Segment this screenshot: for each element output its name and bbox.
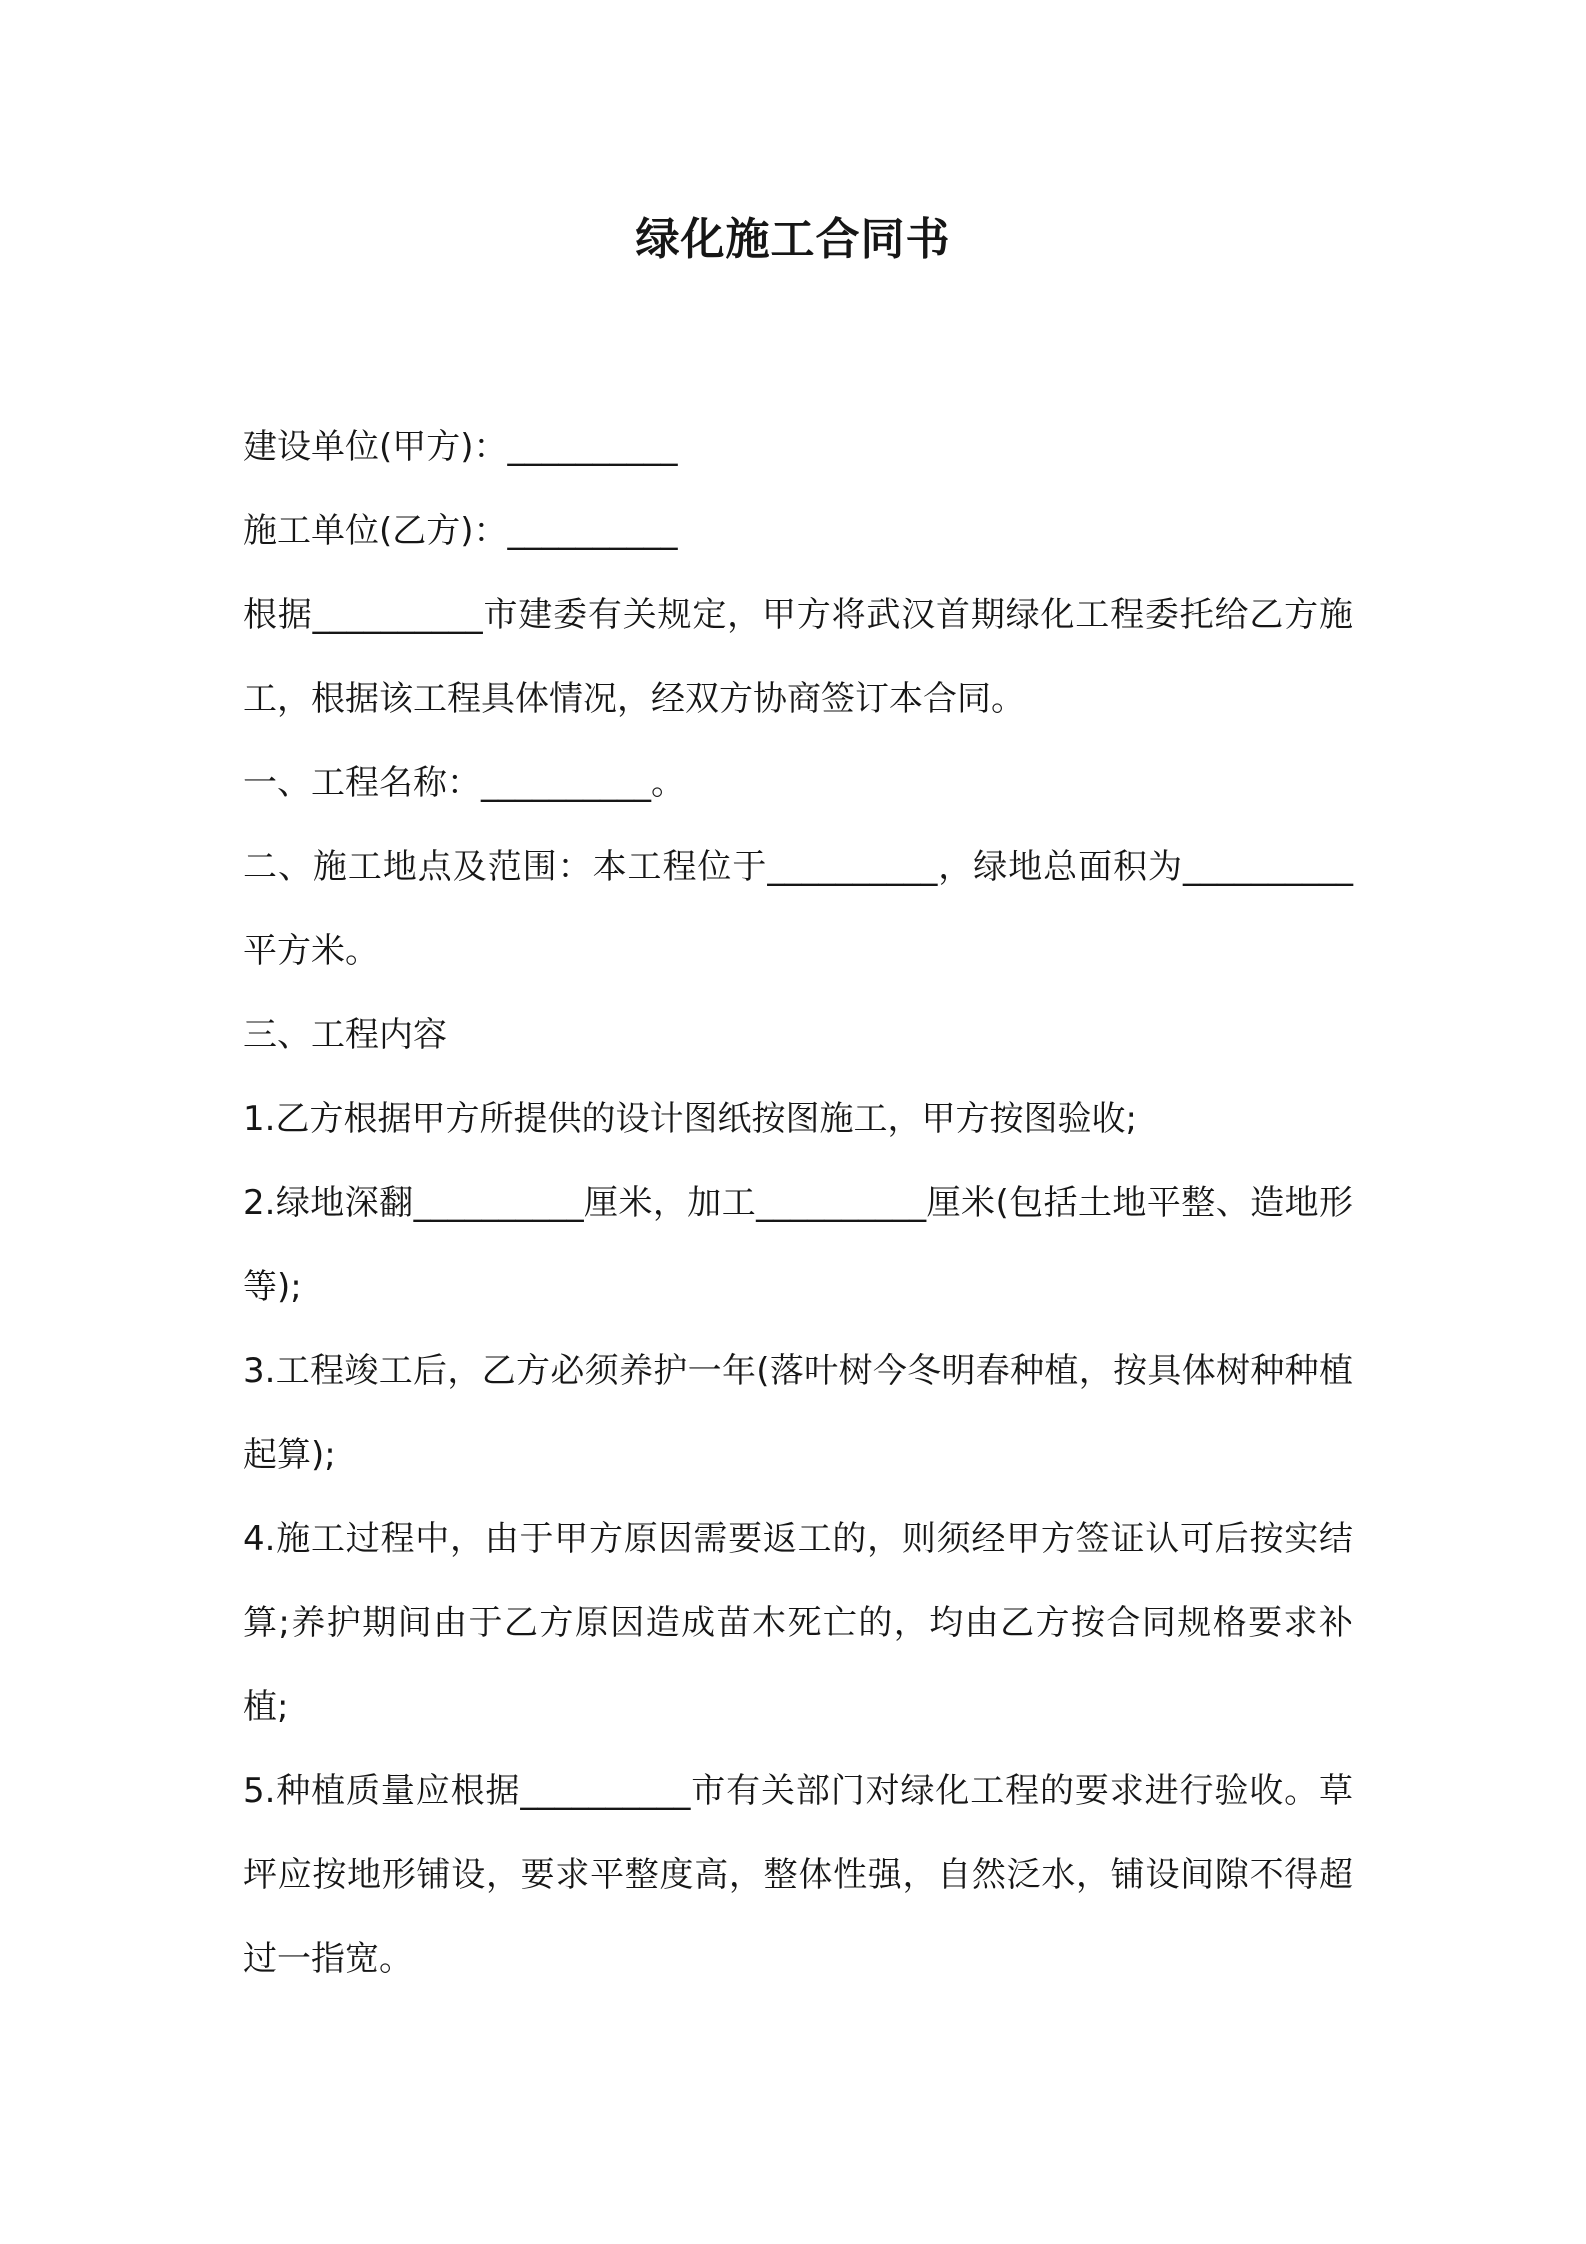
section-project-name: 一、工程名称：__________。: [243, 763, 685, 803]
section-location-scope: 二、施工地点及范围：本工程位于__________，绿地总面积为__________平方米。: [243, 847, 1353, 971]
document-body: [243, 405, 1353, 2001]
content-item-3: 3.工程竣工后，乙方必须养护一年(落叶树今冬明春种植，按具体树种种植起算);: [243, 1351, 1353, 1475]
content-item-2: 2.绿地深翻__________厘米，加工__________厘米(包括土地平整、造地形等);: [243, 1183, 1353, 1307]
section-project-content-heading: 三、工程内容: [243, 1015, 447, 1055]
preamble-paragraph: 根据__________市建委有关规定，甲方将武汉首期绿化工程委托给乙方施工，根据该工程具体情况，经双方协商签订本合同。: [243, 595, 1353, 719]
content-item-5: 5.种植质量应根据__________市有关部门对绿化工程的要求进行验收。草坪应按地形铺设，要求平整度高，整体性强，自然泛水，铺设间隙不得超过一指宽。: [243, 1771, 1353, 1979]
party-a-line: 建设单位(甲方)：__________: [243, 427, 678, 467]
document-title: 绿化施工合同书: [635, 214, 951, 265]
content-item-4: 4.施工过程中，由于甲方原因需要返工的，则须经甲方签证认可后按实结算;养护期间由于乙方原因造成苗木死亡的，均由乙方按合同规格要求补植;: [243, 1519, 1353, 1727]
content-item-1: 1.乙方根据甲方所提供的设计图纸按图施工，甲方按图验收;: [243, 1099, 1137, 1139]
party-b-line: 施工单位(乙方)：__________: [243, 511, 678, 551]
